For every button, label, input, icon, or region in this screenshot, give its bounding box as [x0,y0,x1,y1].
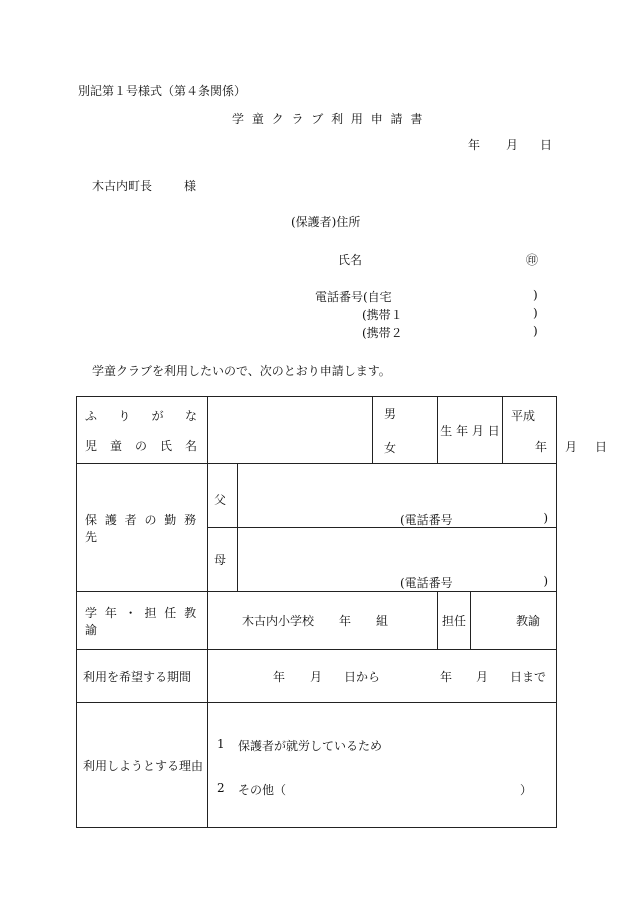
reason1-number: 1 [217,737,225,751]
birth-month-label: 月 [565,440,578,454]
child-name-char: 氏 [159,439,172,453]
mother-phone-label: (電話番号 [400,576,453,590]
application-table [76,396,608,828]
furigana-char: り [118,409,131,423]
period-label: 利用を希望する期間 [77,650,208,703]
mother-workplace-field[interactable] [238,528,557,592]
child-name-field[interactable] [208,397,373,464]
name-label: 氏名 [338,253,363,267]
child-name-char: 童 [109,439,122,453]
honorific: 様 [184,179,197,193]
period-from-year: 年 [273,670,286,684]
class-label: 組 [376,614,389,628]
father-phone-close: ) [543,511,549,525]
birthdate-field[interactable] [503,397,608,463]
furigana-char: が [151,409,164,423]
gender-cell[interactable] [373,397,438,464]
furigana-label [77,407,197,424]
era-label: 平成 [511,409,536,423]
reason2-close: ） [520,783,533,797]
addressee: 木古内町長 [92,179,153,193]
grade-teacher-label: 学 年 ・ 担 任 教 諭 [85,605,199,637]
furigana-char: な [184,409,197,423]
mother-phone-close: ) [543,574,549,588]
reason-row [77,703,557,828]
father-label-cell [208,464,238,528]
form-title: 学 童 ク ラ ブ 利 用 申 請 書 [232,112,425,126]
grade-label-cell [77,592,208,650]
phone-home-close: ) [533,288,538,302]
furigana-char: ふ [85,409,98,423]
reason2-number: 2 [217,781,225,795]
date-year: 年 [468,138,481,152]
phone-mobile1-close: ) [533,306,538,320]
gender-male[interactable]: 男 [384,407,397,421]
phone-mobile2-label: (携帯２ [362,326,403,340]
workplace-father-row [77,464,557,528]
workplace-label-cell [77,464,208,592]
grade-row [77,592,557,650]
workplace-label: 保 護 者 の 勤 務 先 [85,512,199,544]
child-name-char: 児 [85,439,98,453]
school-name: 木古内小学校 [242,614,315,628]
grade-class-field[interactable] [208,592,438,650]
teacher-name-field[interactable] [471,592,557,650]
grade-year-label: 年 [339,614,352,628]
period-to-day: 日まで [510,670,547,684]
intro-text: 学童クラブを利用したいので、次のとおり申請します。 [92,364,391,378]
reason1-option[interactable]: 保護者が就労しているため [238,739,383,753]
child-name-label-cell [77,397,208,464]
birthdate-label: 生 年 月 日 [438,397,503,463]
phone-mobile1-label: (携帯１ [362,308,403,322]
father-phone-label: (電話番号 [400,513,453,527]
teacher-label: 担任 [438,592,471,650]
date-month: 月 [506,138,519,152]
birth-year-label: 年 [535,440,548,454]
gender-female[interactable]: 女 [384,441,397,455]
child-name-row [77,397,557,464]
period-field[interactable] [208,650,557,703]
address-label: (保護者)住所 [291,215,361,229]
reason2-option[interactable]: その他（ [238,783,287,797]
reason-field[interactable] [208,703,557,828]
child-name-char: 名 [184,439,197,453]
period-from-month: 月 [310,670,323,684]
teacher-title: 教諭 [516,614,541,628]
father-workplace-field[interactable] [238,464,557,528]
seal-mark: ㊞ [526,253,539,267]
period-to-month: 月 [476,670,489,684]
mother-label: 母 [214,553,227,567]
period-from-day: 日から [344,670,381,684]
child-name-label [77,437,197,454]
date-day: 日 [540,138,553,152]
period-row [77,650,557,703]
phone-home-label: 電話番号(自宅 [315,290,392,304]
mother-label-cell [208,528,238,592]
father-label: 父 [214,493,227,507]
birthdate-cell [438,397,608,464]
birth-day-label: 日 [595,440,608,454]
reason-label: 利用しようとする理由 [77,703,208,828]
child-name-char: の [134,439,147,453]
phone-mobile2-close: ) [533,324,538,338]
period-to-year: 年 [440,670,453,684]
form-reference: 別記第１号様式（第４条関係） [78,84,247,98]
